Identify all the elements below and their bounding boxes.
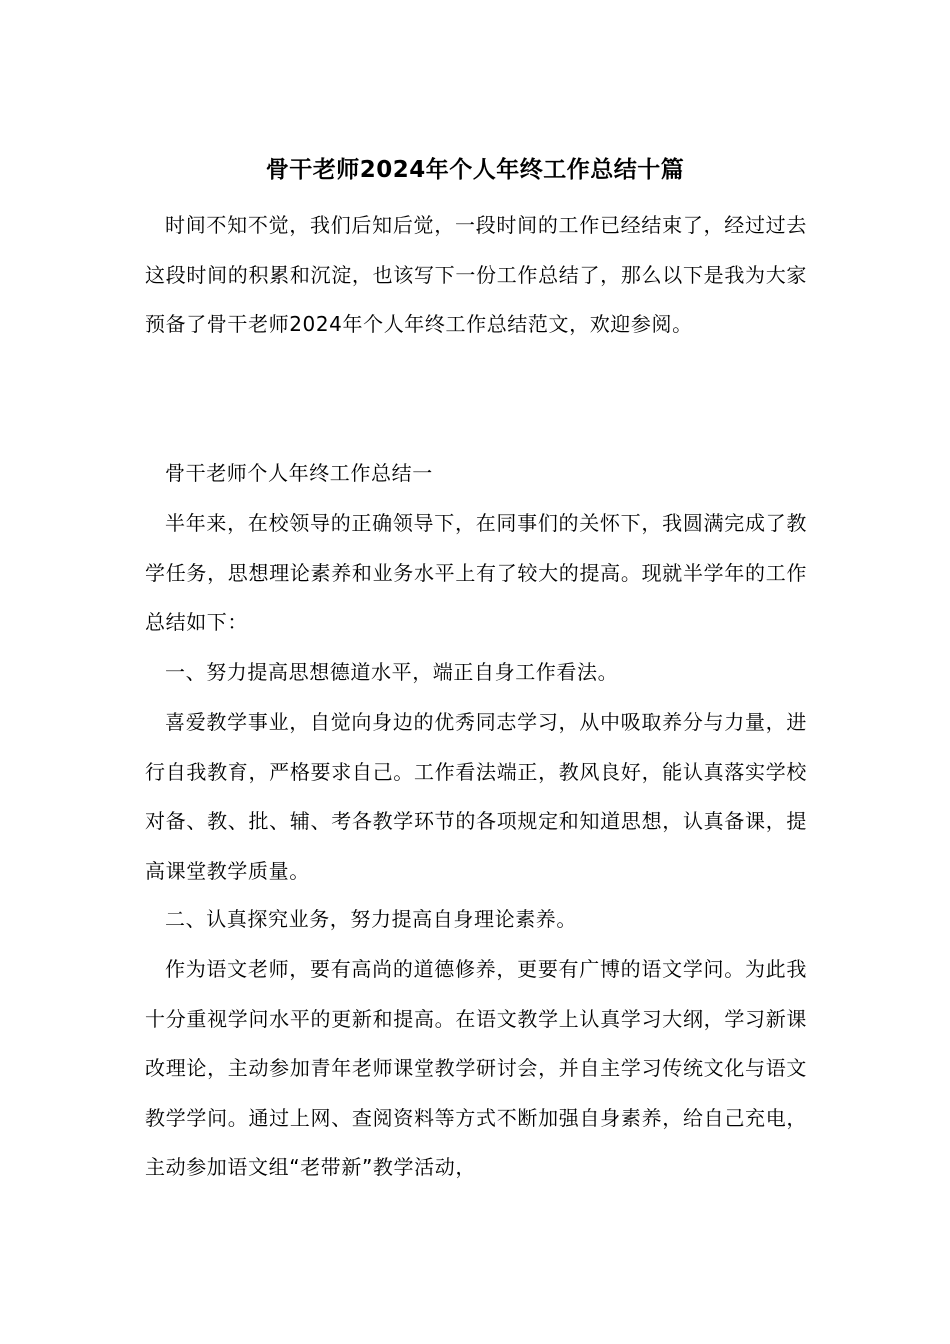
document-title: 骨干老师2024年个人年终工作总结十篇 [265,157,685,183]
paragraph-point-one: 喜爱教学事业，自觉向身边的优秀同志学习，从中吸取养分与力量，进行自我教育，严格要求自己。工作看法端正，教风良好，能认真落实学校对备、教、批、辅、考各教学环节的各项规定和知道思想，认真备课，提高课堂教学质量。 [145,710,807,883]
section-heading: 骨干老师个人年终工作总结一 [165,461,433,485]
point-heading-two: 二、认真探究业务，努力提高自身理论素养。 [165,907,577,931]
intro-paragraph: 时间不知不觉，我们后知后觉，一段时间的工作已经结束了，经过过去这段时间的积累和沉淀，也该写下一份工作总结了，那么以下是我为大家预备了骨干老师2024年个人年终工作总结范文，欢迎参阅。 [145,213,807,336]
paragraph-opening: 半年来，在校领导的正确领导下，在同事们的关怀下，我圆满完成了教学任务，思想理论素养和业务水平上有了较大的提高。现就半学年的工作总结如下： [145,511,807,634]
point-heading-one: 一、努力提高思想德道水平，端正自身工作看法。 [165,660,619,684]
paragraph-point-two: 作为语文老师，要有高尚的道德修养，更要有广博的语文学问。为此我十分重视学问水平的更新和提高。在语文教学上认真学习大纲，学习新课改理论，主动参加青年老师课堂教学研讨会，并自主学习传统文化与语文教学学问。通过上网、查阅资料等方式不断加强自身素养，给自己充电，主动参加语文组“老带新”教学活动， [145,957,807,1179]
